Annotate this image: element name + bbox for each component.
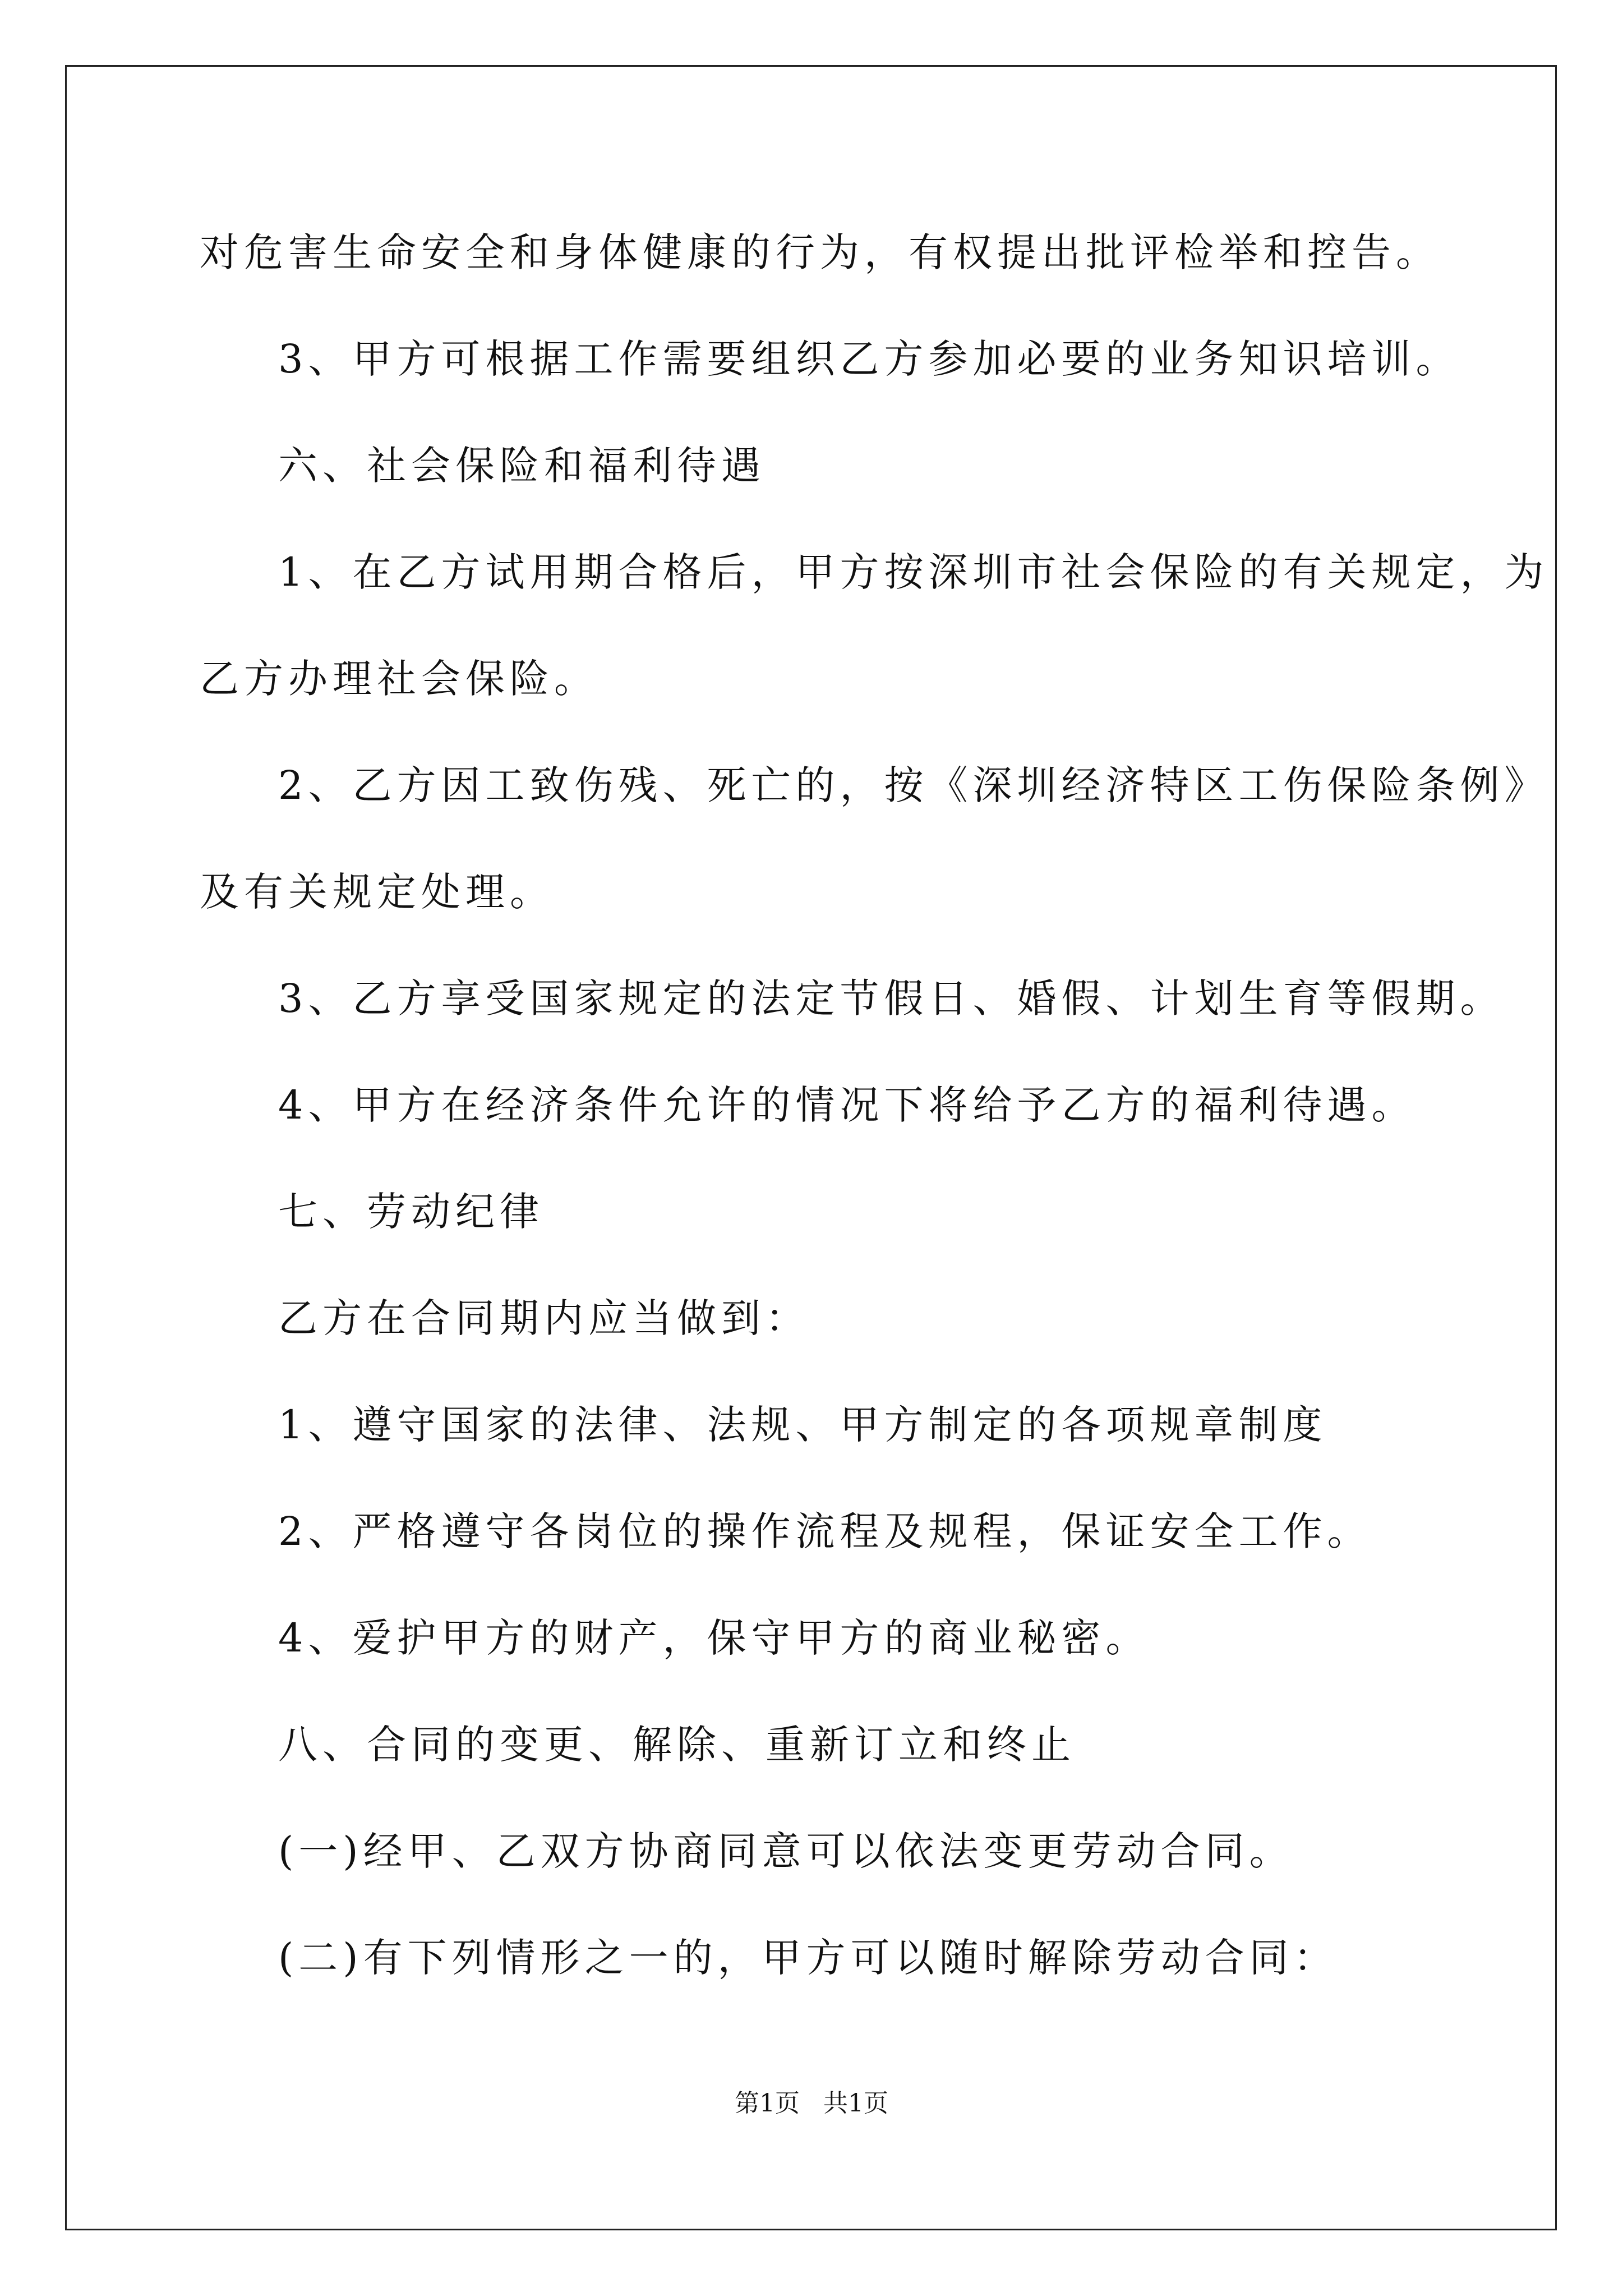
text-line: 及有关规定处理。 (200, 869, 554, 915)
section-heading: 八、合同的变更、解除、重新订立和终止 (278, 1722, 1076, 1768)
text-line: (一)经甲、乙双方协商同意可以依法变更劳动合同。 (278, 1828, 1294, 1874)
text-line: 4、甲方在经济条件允许的情况下将给予乙方的福利待遇。 (278, 1082, 1416, 1128)
text-line: 乙方办理社会保险。 (200, 656, 598, 702)
text-line: 3、甲方可根据工作需要组织乙方参加必要的业务知识培训。 (278, 336, 1460, 382)
text-line: 2、乙方因工致伤残、死亡的，按《深圳经济特区工伤保险条例》 (278, 762, 1549, 808)
text-line: 3、乙方享受国家规定的法定节假日、婚假、计划生育等假期。 (278, 976, 1505, 1022)
section-heading: 六、社会保险和福利待遇 (278, 443, 766, 489)
text-line: 乙方在合同期内应当做到： (278, 1295, 810, 1341)
text-line: (二)有下列情形之一的，甲方可以随时解除劳动合同： (278, 1935, 1338, 1981)
text-line: 4、爱护甲方的财产，保守甲方的商业秘密。 (278, 1615, 1150, 1661)
text-line: 1、遵守国家的法律、法规、甲方制定的各项规章制度 (278, 1402, 1327, 1448)
section-heading: 七、劳动纪律 (278, 1189, 544, 1235)
text-line: 2、严格遵守各岗位的操作流程及规程，保证安全工作。 (278, 1508, 1372, 1554)
text-line: 1、在乙方试用期合格后，甲方按深圳市社会保险的有关规定，为 (278, 549, 1549, 595)
text-line: 对危害生命安全和身体健康的行为，有权提出批评检举和控告。 (200, 229, 1440, 275)
page-border (65, 65, 1557, 2230)
page-footer: 第1页 共1页 (735, 2089, 888, 2118)
